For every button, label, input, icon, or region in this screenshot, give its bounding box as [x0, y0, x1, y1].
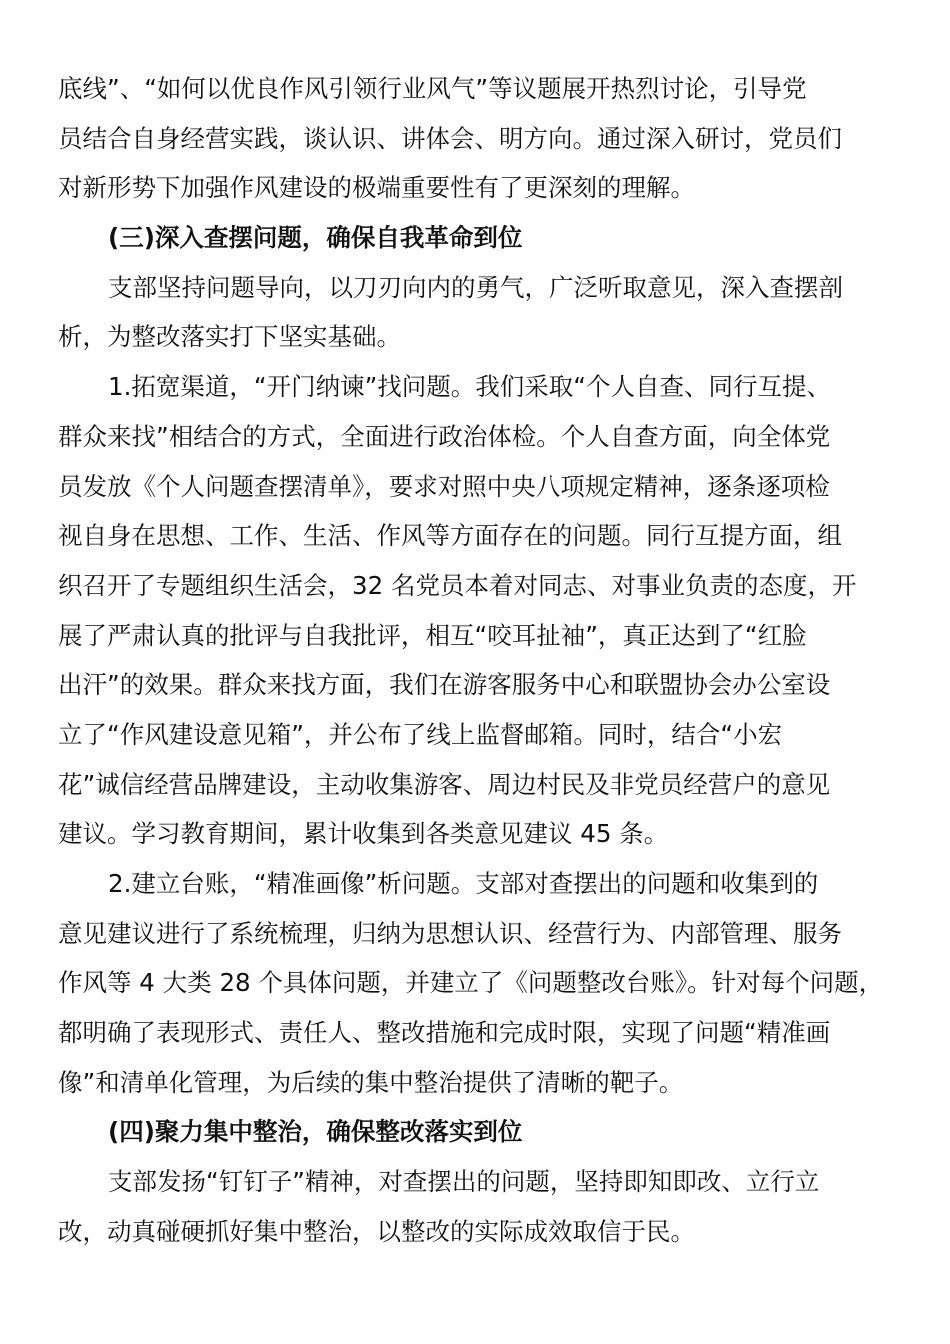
document-page [58, 64, 892, 1257]
text-line: 都明确了表现形式、责任人、整改措施和完成时限，实现了问题“精准画 [58, 1018, 831, 1048]
text-line: 底线”、“如何以优良作风引领行业风气”等议题展开热烈讨论，引导党 [58, 74, 807, 103]
text-line: 对新形势下加强作风建设的极端重要性有了更深刻的理解。 [58, 173, 695, 203]
text-line: 像”和清单化管理，为后续的集中整治提供了清晰的靶子。 [58, 1067, 684, 1097]
text-line: 立了“作风建设意见箱”，并公布了线上监督邮箱。同时，结合“小宏 [58, 719, 783, 749]
text-line: 展了严肃认真的批评与自我批评，相互“咬耳扯袖”，真正达到了“红脸 [58, 620, 807, 650]
text-line: 员结合自身经营实践，谈认识、讲体会、明方向。通过深入研讨，党员们 [58, 123, 842, 153]
text-line: 作风等 4 大类 28 个具体问题，并建立了《问题整改台账》。针对每个问题， [58, 968, 884, 998]
text-line: 花”诚信经营品牌建设，主动收集游客、周边村民及非党员经营户的意见 [58, 769, 831, 799]
section-heading-4: (四)聚力集中整治，确保整改落实到位 [108, 1117, 523, 1147]
text-line: 出汗”的效果。群众来找方面，我们在游客服务中心和联盟协会办公室设 [58, 670, 831, 700]
text-line: 析，为整改落实打下坚实基础。 [58, 322, 401, 352]
text-line: 支部发扬“钉钉子”精神，对查摆出的问题，坚持即知即改、立行立 [108, 1167, 820, 1197]
text-line: 员发放《个人问题查摆清单》，要求对照中央八项规定精神，逐条逐项检 [58, 471, 830, 501]
text-line: 群众来找”相结合的方式，全面进行政治体检。个人自查方面，向全体党 [58, 421, 831, 451]
text-line: 建议。学习教育期间，累计收集到各类意见建议 45 条。 [58, 819, 669, 849]
text-line: 2.建立台账，“精准画像”析问题。支部对查摆出的问题和收集到的 [108, 869, 819, 898]
text-line: 1.拓宽渠道，“开门纳谏”找问题。我们采取“个人自查、同行互提、 [108, 372, 831, 402]
text-line: 改，动真碰硬抓好集中整治，以整改的实际成效取信于民。 [58, 1216, 695, 1246]
text-line: 织召开了专题组织生活会，32 名党员本着对同志、对事业负责的态度，开 [58, 570, 857, 600]
text-line: 支部坚持问题导向，以刀刃向内的勇气，广泛听取意见，深入查摆剖 [108, 272, 843, 302]
text-line: 意见建议进行了系统梳理，归纳为思想认识、经营行为、内部管理、服务 [58, 918, 842, 948]
section-heading-3: (三)深入查摆问题，确保自我革命到位 [108, 223, 523, 253]
text-line: 视自身在思想、工作、生活、作风等方面存在的问题。同行互提方面，组 [58, 521, 842, 551]
